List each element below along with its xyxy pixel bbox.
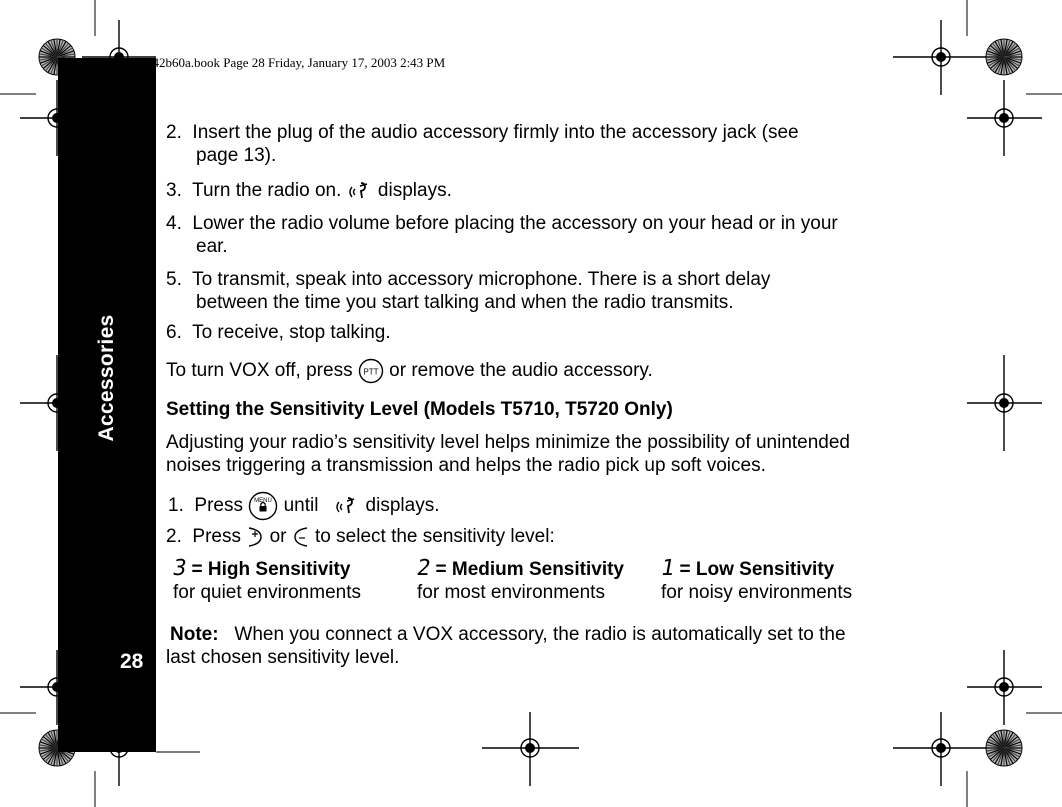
ptt-label: PTT xyxy=(363,367,379,377)
sensitivity-desc: for noisy environments xyxy=(661,582,853,603)
menu-label: MENU xyxy=(254,498,273,504)
section-label: Accessories xyxy=(95,314,118,442)
step-number: 4. xyxy=(166,213,182,234)
step-b-2 xyxy=(166,526,555,548)
step-5-cont: between the time you start talking and when the radio transmits. xyxy=(196,292,734,313)
sensitivity-desc: for quiet environments xyxy=(173,582,361,603)
until-text: until xyxy=(283,495,319,517)
lcd-digit-2: 2 xyxy=(414,556,433,581)
step-text: Turn the radio on. xyxy=(192,180,342,202)
up-arrow-button-icon xyxy=(246,526,264,548)
or-text: or xyxy=(269,526,287,548)
step-number: 2. xyxy=(166,526,182,548)
step-4 xyxy=(166,213,838,235)
step-text: To receive, stop talking. xyxy=(192,322,391,343)
sensitivity-low xyxy=(658,556,853,604)
displays-text: displays. xyxy=(365,495,440,517)
vox-off-text: To turn VOX off, press xyxy=(166,360,353,382)
lcd-digit-1: 1 xyxy=(658,556,677,581)
step-2 xyxy=(166,122,799,144)
vox-icon xyxy=(334,495,360,517)
sensitivity-label: = Medium Sensitivity xyxy=(435,559,625,580)
vox-icon xyxy=(347,180,373,202)
press-text: Press xyxy=(192,526,241,548)
page-number: 28 xyxy=(120,650,144,673)
starburst-mark-2 xyxy=(986,39,1022,75)
menu-lock-button-icon xyxy=(248,491,278,521)
note xyxy=(170,624,846,646)
note-cont: last chosen sensitivity level. xyxy=(166,647,400,668)
step-4-cont: ear. xyxy=(196,236,228,257)
print-header-info: 042b60a.book Page 28 Friday, January 17, 2003 2:43 PM xyxy=(146,55,446,70)
step-6 xyxy=(166,322,391,344)
step-number: 6. xyxy=(166,322,182,343)
step-5 xyxy=(166,269,770,291)
sensitivity-medium xyxy=(414,556,625,604)
step-text: to select the sensitivity level: xyxy=(315,526,555,548)
down-arrow-button-icon xyxy=(292,526,310,548)
sensitivity-label: = High Sensitivity xyxy=(191,559,351,580)
note-label: Note: xyxy=(170,624,219,645)
press-text: Press xyxy=(194,495,243,517)
step-number: 2. xyxy=(166,122,182,143)
paragraph-line-2: noises triggering a transmission and helps the radio pick up soft voices. xyxy=(166,455,766,476)
step-text: To transmit, speak into accessory microphone. There is a short delay xyxy=(192,269,771,290)
sensitivity-label: = Low Sensitivity xyxy=(679,559,835,580)
step-text-end: displays. xyxy=(377,180,452,202)
note-text: When you connect a VOX accessory, the radio is automatically set to the xyxy=(234,624,846,645)
paragraph-line-1: Adjusting your radio’s sensitivity level helps minimize the possibility of unintended xyxy=(166,432,850,453)
step-number: 1. xyxy=(168,495,184,517)
step-text: Lower the radio volume before placing the accessory on your head or in your xyxy=(192,213,838,234)
lcd-digit-3: 3 xyxy=(170,556,189,581)
ptt-button-icon xyxy=(358,358,384,384)
vox-off-instruction xyxy=(166,358,653,384)
vox-off-text-end: or remove the audio accessory. xyxy=(389,360,653,382)
step-3 xyxy=(166,180,452,202)
section-heading: Setting the Sensitivity Level (Models T5710, T5720 Only) xyxy=(166,399,673,420)
step-number: 3. xyxy=(166,180,182,202)
starburst-mark-4 xyxy=(986,730,1022,766)
step-text: Insert the plug of the audio accessory firmly into the accessory jack (see xyxy=(192,122,799,143)
sensitivity-high xyxy=(170,556,361,604)
step-2-cont: page 13). xyxy=(196,145,277,166)
sensitivity-desc: for most environments xyxy=(417,582,605,603)
step-b-1 xyxy=(168,491,439,521)
step-number: 5. xyxy=(166,269,182,290)
